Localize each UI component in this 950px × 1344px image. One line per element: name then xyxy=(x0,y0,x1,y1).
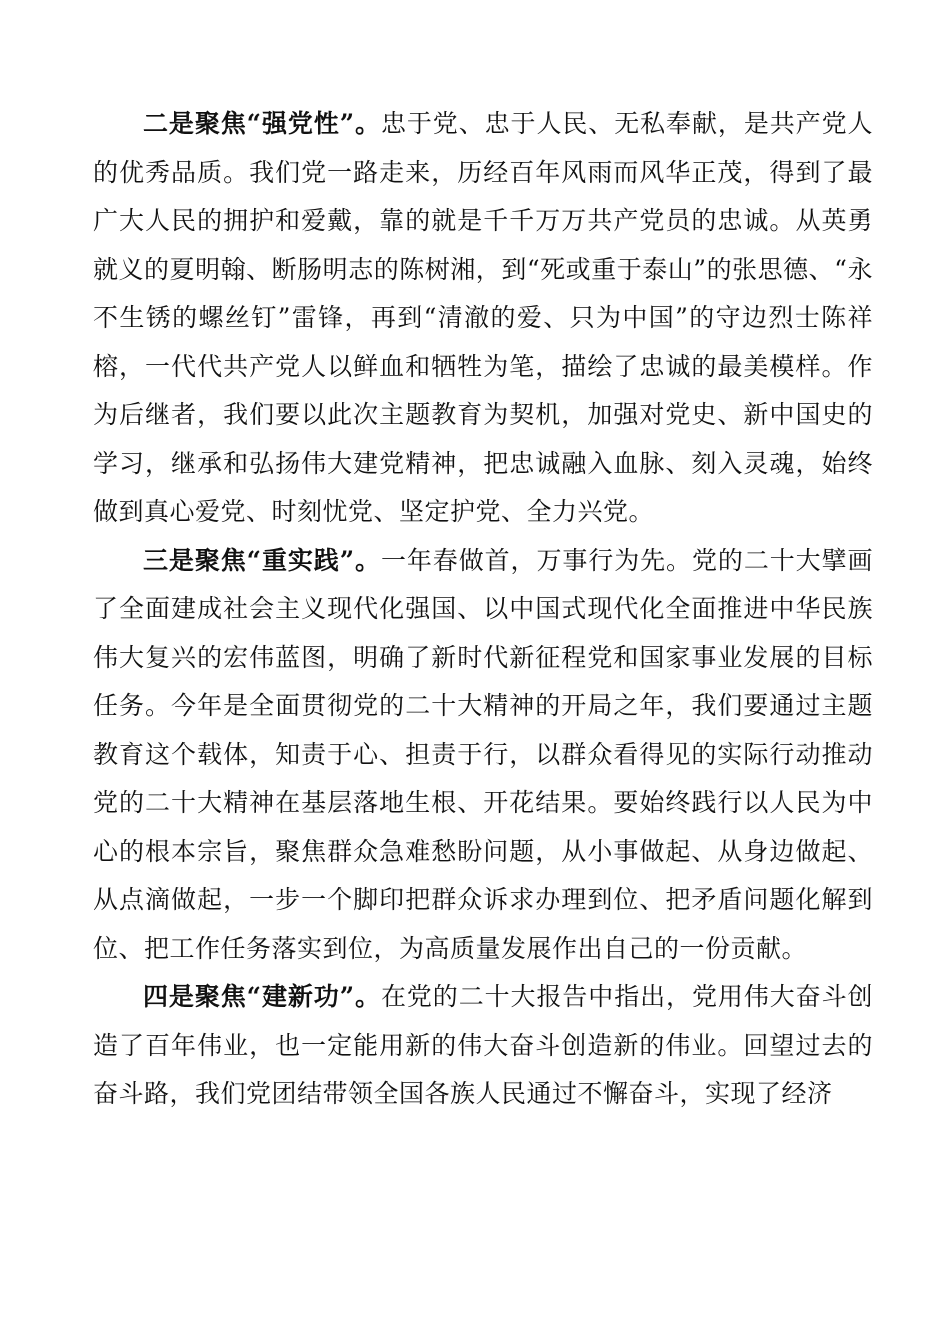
paragraph-text: 在党的二十大报告中指出，党用伟大奋斗创造了百年伟业，也一定能用新的伟大奋斗创造新的伟业。回望过去的奋斗路，我们党团结带领全国各族人民通过不懈奋斗，实现了经济 xyxy=(93,982,873,1108)
paragraph-strengthen-party-spirit xyxy=(93,100,873,537)
paragraph-emphasize-practice xyxy=(93,537,873,974)
document-body xyxy=(93,100,873,1119)
paragraph-text: 一年春做首，万事行为先。党的二十大擘画了全面建成社会主义现代化强国、以中国式现代化全面推进中华民族伟大复兴的宏伟蓝图，明确了新时代新征程党和国家事业发展的目标任务。今年是全面贯彻党的二十大精神的开局之年，我们要通过主题教育这个载体，知责于心、担责于行，以群众看得见的实际行动推动党的二十大精神在基层落地生根、开花结果。要始终践行以人民为中心的根本宗旨，聚焦群众急难愁盼问题，从小事做起、从身边做起、从点滴做起，一步一个脚印把群众诉求办理到位、把矛盾问题化解到位、把工作任务落实到位，为高质量发展作出自己的一份贡献。 xyxy=(93,545,873,963)
paragraph-build-new-merit xyxy=(93,973,873,1119)
paragraph-heading: 三是聚焦“重实践”。 xyxy=(143,545,381,575)
paragraph-text: 忠于党、忠于人民、无私奉献，是共产党人的优秀品质。我们党一路走来，历经百年风雨而风华正茂，得到了最广大人民的拥护和爱戴，靠的就是千千万万共产党员的忠诚。从英勇就义的夏明翰、断肠明志的陈树湘，到“死或重于泰山”的张思德、“永不生锈的螺丝钉”雷锋，再到“清澈的爱、只为中国”的守边烈士陈祥榕，一代代共产党人以鲜血和牺牲为笔，描绘了忠诚的最美模样。作为后继者，我们要以此次主题教育为契机，加强对党史、新中国史的学习，继承和弘扬伟大建党精神，把忠诚融入血脉、刻入灵魂，始终做到真心爱党、时刻忧党、坚定护党、全力兴党。 xyxy=(93,109,873,526)
paragraph-heading: 二是聚焦“强党性”。 xyxy=(143,109,381,138)
paragraph-heading: 四是聚焦“建新功”。 xyxy=(143,982,381,1011)
